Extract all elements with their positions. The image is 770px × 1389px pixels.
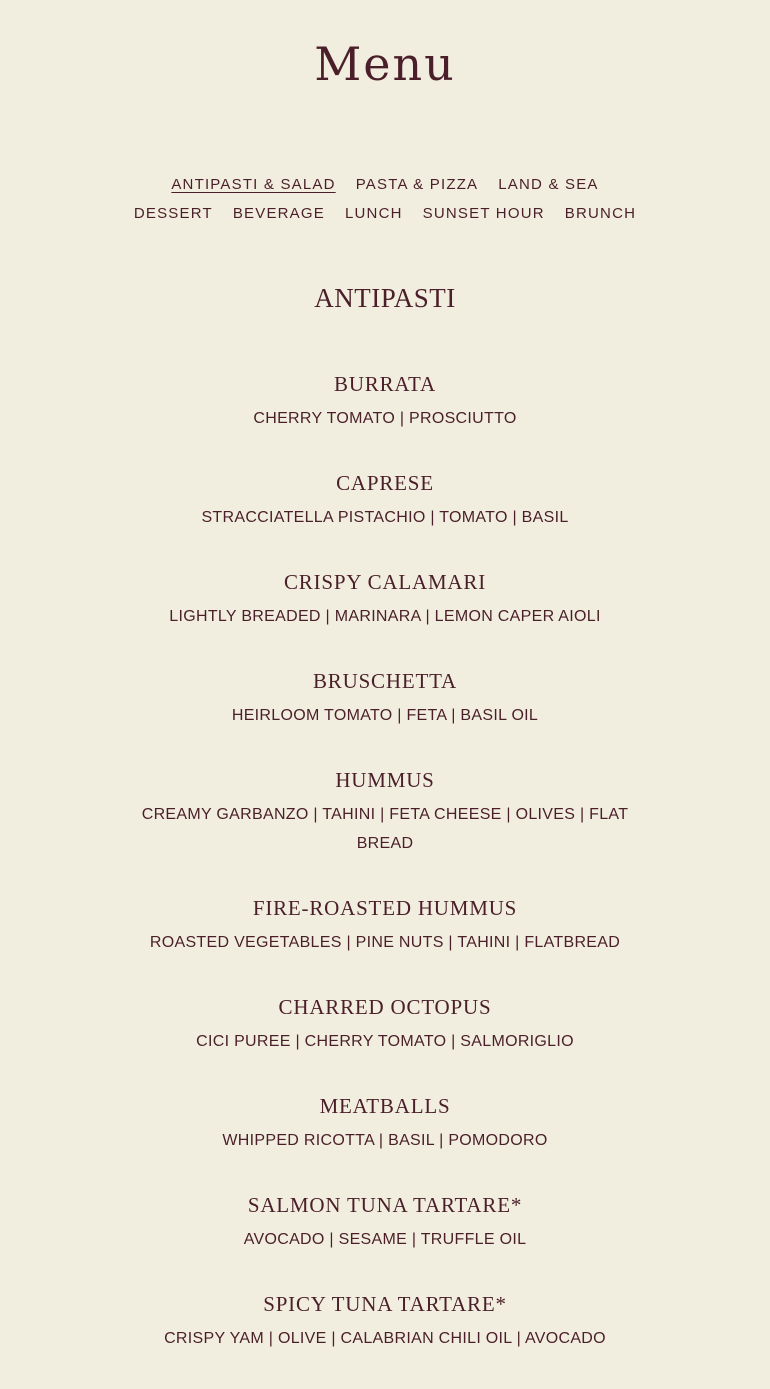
menu-item <box>120 894 650 957</box>
menu-item-description: LIGHTLY BREADED | MARINARA | LEMON CAPER AIOLI <box>169 608 601 625</box>
nav-link-land-sea[interactable]: LAND & SEA <box>498 176 599 193</box>
menu-item <box>120 766 650 858</box>
menu-item <box>120 1092 650 1155</box>
menu-item-name: HUMMUS <box>335 768 435 792</box>
menu-item-name: CRISPY CALAMARI <box>283 570 486 594</box>
nav-row <box>0 175 770 195</box>
nav-link-brunch[interactable]: BRUNCH <box>564 205 637 222</box>
menu-item <box>120 568 650 631</box>
menu-item <box>120 667 650 730</box>
menu-item <box>120 469 650 532</box>
menu-item-name: SPICY TUNA TARTARE* <box>263 1292 507 1316</box>
nav-link-beverage[interactable]: BEVERAGE <box>232 205 325 222</box>
menu-item-name: SALMON TUNA TARTARE* <box>247 1193 523 1217</box>
menu-item <box>120 993 650 1056</box>
menu-item <box>120 1191 650 1254</box>
nav-link-pasta-pizza[interactable]: PASTA & PIZZA <box>355 176 479 193</box>
menu-item-description: ROASTED VEGETABLES | PINE NUTS | TAHINI | FLATBREAD <box>149 934 621 951</box>
menu-item-name: FIRE-ROASTED HUMMUS <box>252 896 518 920</box>
menu-item-description: CRISPY YAM | OLIVE | CALABRIAN CHILI OIL | AVOCADO <box>164 1330 606 1347</box>
menu-item-name: BRUSCHETTA <box>313 669 457 693</box>
nav-link-lunch[interactable]: LUNCH <box>344 205 403 222</box>
nav-link-sunset-hour[interactable]: SUNSET HOUR <box>422 205 545 222</box>
menu-item-name: BURRATA <box>334 372 436 396</box>
menu-item-description: AVOCADO | SESAME | TRUFFLE OIL <box>243 1231 527 1248</box>
nav-row <box>0 204 770 224</box>
page-title: Menu <box>314 37 456 91</box>
menu-item-description: CREAMY GARBANZO | TAHINI | FETA CHEESE | OLIVES | FLAT BREAD <box>141 806 629 852</box>
nav-link-dessert[interactable]: DESSERT <box>133 205 213 222</box>
menu-item-description: STRACCIATELLA PISTACHIO | TOMATO | BASIL <box>201 509 569 526</box>
menu-item-description: CHERRY TOMATO | PROSCIUTTO <box>253 410 517 427</box>
menu-item <box>120 1290 650 1353</box>
menu-item-name: MEATBALLS <box>319 1094 451 1118</box>
nav-link-antipasti-salad[interactable]: ANTIPASTI & SALAD <box>171 176 336 193</box>
menu-item-name: CAPRESE <box>336 471 434 495</box>
menu-item-name: CHARRED OCTOPUS <box>278 995 492 1019</box>
menu-item-description: CICI PUREE | CHERRY TOMATO | SALMORIGLIO <box>196 1033 574 1050</box>
menu-item-description: HEIRLOOM TOMATO | FETA | BASIL OIL <box>231 707 539 724</box>
menu-item-description: WHIPPED RICOTTA | BASIL | POMODORO <box>222 1132 548 1149</box>
menu-item-list <box>120 370 650 1389</box>
section-title: ANTIPASTI <box>314 283 456 313</box>
menu-item <box>120 370 650 433</box>
